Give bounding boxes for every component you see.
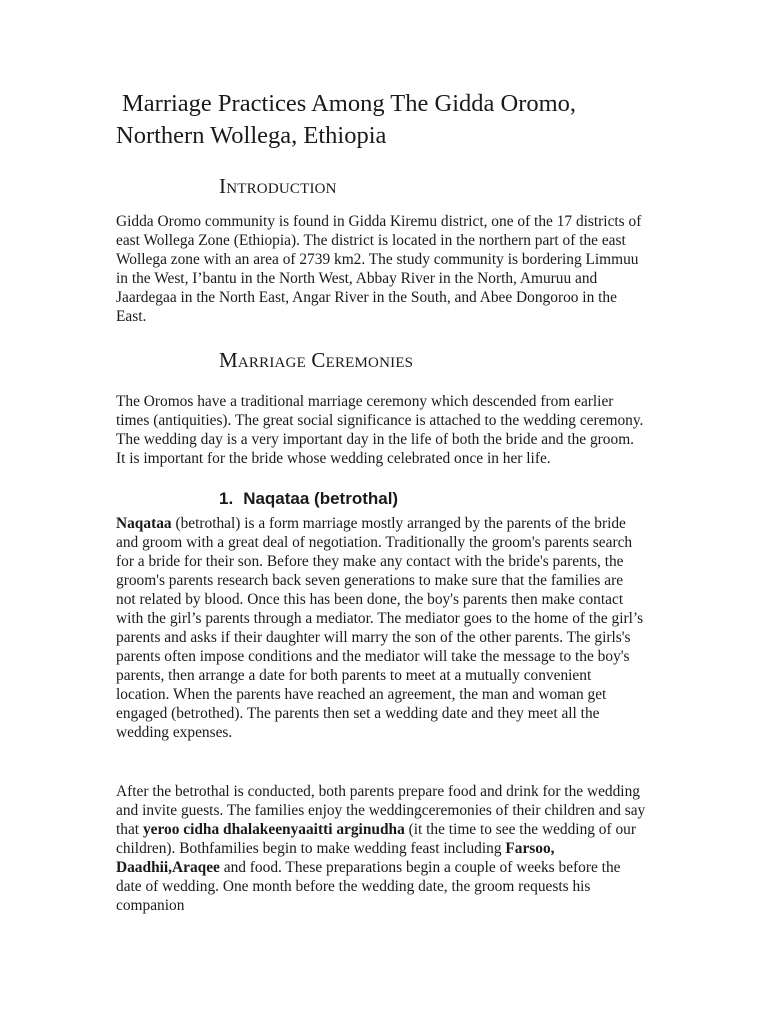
naqataa-heading-number: 1. xyxy=(219,489,234,508)
naqataa-paragraph xyxy=(116,514,646,742)
document-title xyxy=(116,88,736,152)
introduction-heading: Introduction xyxy=(219,174,337,198)
after-text-3: and food. These preparations begin a couple of weeks before the date of wedding. One month before the wedding date, the groom requests his companion xyxy=(116,859,621,914)
after-betrothal-paragraph xyxy=(116,782,646,915)
naqataa-term: Naqataa xyxy=(116,515,172,532)
title-line-1: Marriage Practices Among The Gidda Oromo, xyxy=(122,90,577,117)
marriage-ceremonies-paragraph: The Oromos have a traditional marriage ceremony which descended from earlier times (antiquities). The great social significance is attached to the wedding ceremony. The wedding day is a very important day in the life of both the bride and the groom. It is important for the bride whose wedding celebrated once in her life. xyxy=(116,393,644,467)
naqataa-heading-text: Naqataa (betrothal) xyxy=(243,489,399,508)
title-line-2: Northern Wollega, Ethiopia xyxy=(116,122,387,149)
introduction-paragraph: Gidda Oromo community is found in Gidda Kiremu district, one of the 17 districts of east Wollega Zone (Ethiopia). The district is located in the northern part of the east Wollega zone with an area of 2739 km2. The study community is bordering Limmuu in the West, I’bantu in the North West, Abbay River in the North, Amuruu and Jaardegaa in the North East, Angar River in the South, and Abee Dongoroo in the East. xyxy=(116,213,642,325)
oromo-phrase: yeroo cidha dhalakeenyaaitti arginudha xyxy=(142,821,405,838)
naqataa-heading xyxy=(219,488,398,510)
marriage-ceremonies-heading: Marriage Ceremonies xyxy=(219,348,414,372)
naqataa-body: (betrothal) is a form marriage mostly arranged by the parents of the bride and groom with a great deal of negotiation. Traditionally the groom's parents search for a bride for their son. Before they make any contact with the bride's parents, the groom's parents research back seven generations to make sure that the families are not related by blood. Once this has been done, the boy's parents then make contact with the girl’s parents through a mediator. The mediator goes to the home of the girl’s parents and asks if their daughter will marry the son of the other parents. The girls's parents often impose conditions and the mediator will take the message to the boy's parents, then arrange a date for both parents to meet at a mutually convenient location. When the parents have reached an agreement, the man and woman get engaged (betrothed). The parents then set a wedding date and they meet all the wedding expenses. xyxy=(116,515,644,741)
drinks-list: Farsoo, Daadhii,Araqee xyxy=(116,840,555,876)
after-text-2: (it the time to see the wedding of our children). Bothfamilies begin to make wedding feast including xyxy=(116,821,636,857)
after-text-1: After the betrothal is conducted, both parents prepare food and drink for the wedding and invite guests. The families enjoy the weddingceremonies of their children and say that xyxy=(116,783,646,838)
